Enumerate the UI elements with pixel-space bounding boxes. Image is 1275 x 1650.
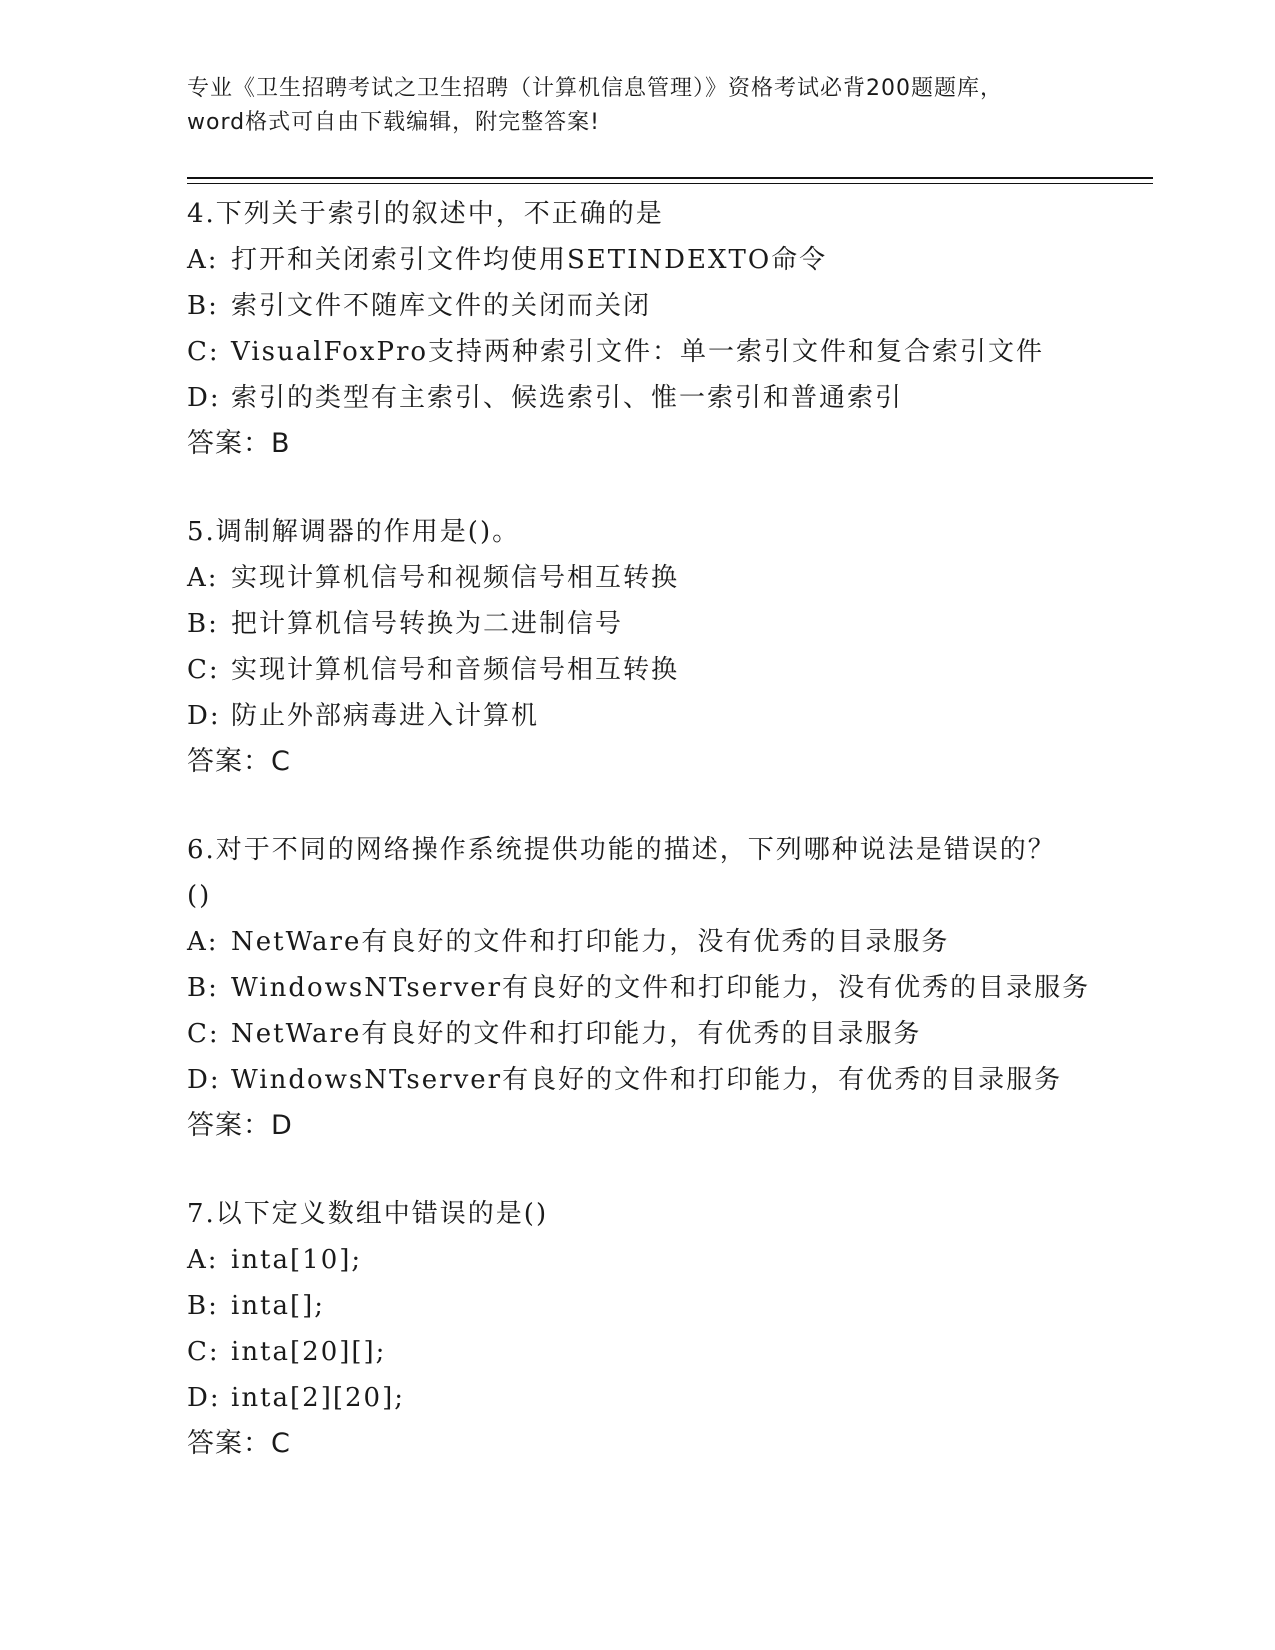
question-5 <box>187 509 1147 785</box>
header-divider-thick <box>187 177 1153 179</box>
option-d <box>187 693 1147 739</box>
question-title: 5.调制解调器的作用是()。 <box>187 517 521 547</box>
option-text: 实现计算机信号和视频信号相互转换 <box>231 563 680 593</box>
option-text: inta[2][20]; <box>231 1383 405 1413</box>
option-text: 打开和关闭索引文件均使用SETINDEXTO命令 <box>231 245 828 275</box>
option-text: NetWare有良好的文件和打印能力，没有优秀的目录服务 <box>231 927 950 957</box>
question-4 <box>187 191 1147 467</box>
option-key: A: <box>187 1245 219 1275</box>
option-text: 把计算机信号转换为二进制信号 <box>231 609 624 639</box>
option-text: WindowsNTserver有良好的文件和打印能力，有优秀的目录服务 <box>231 1065 1063 1095</box>
document-header <box>187 72 1107 140</box>
option-text: NetWare有良好的文件和打印能力，有优秀的目录服务 <box>231 1019 922 1049</box>
header-line-2: word格式可自由下载编辑，附完整答案! <box>187 110 600 135</box>
option-key: C: <box>187 1019 220 1049</box>
question-title: 7.以下定义数组中错误的是() <box>187 1199 549 1229</box>
option-d <box>187 375 1147 421</box>
answer-label: 答案：D <box>187 1110 293 1141</box>
answer-label: 答案：C <box>187 1428 291 1459</box>
question-list <box>187 191 1147 1509</box>
option-text: 索引的类型有主索引、候选索引、惟一索引和普通索引 <box>231 383 904 413</box>
option-text: inta[10]; <box>231 1245 363 1275</box>
option-b <box>187 965 1147 1011</box>
option-text: 防止外部病毒进入计算机 <box>231 701 540 731</box>
option-b <box>187 283 1147 329</box>
option-key: B: <box>187 1291 219 1321</box>
option-key: D: <box>187 1065 221 1095</box>
answer-label: 答案：B <box>187 428 291 459</box>
option-key: A: <box>187 563 219 593</box>
option-key: C: <box>187 337 220 367</box>
option-c <box>187 1011 1147 1057</box>
option-text: inta[20][]; <box>231 1337 387 1367</box>
option-key: D: <box>187 1383 221 1413</box>
option-key: B: <box>187 609 219 639</box>
question-title: 6.对于不同的网络操作系统提供功能的描述，下列哪种说法是错误的？() <box>187 835 1056 911</box>
option-a <box>187 919 1147 965</box>
header-line-1: 专业《卫生招聘考试之卫生招聘（计算机信息管理）》资格考试必背200题题库， <box>187 76 1003 101</box>
option-key: B: <box>187 973 219 1003</box>
header-divider-thin <box>187 183 1153 184</box>
option-key: C: <box>187 655 220 685</box>
option-key: A: <box>187 245 219 275</box>
option-text: WindowsNTserver有良好的文件和打印能力，没有优秀的目录服务 <box>231 973 1091 1003</box>
option-text: VisualFoxPro支持两种索引文件：单一索引文件和复合索引文件 <box>231 337 1045 367</box>
option-c <box>187 647 1147 693</box>
option-c <box>187 329 1147 375</box>
answer-label: 答案：C <box>187 746 291 777</box>
option-key: A: <box>187 927 219 957</box>
option-key: B: <box>187 291 219 321</box>
option-text: inta[]; <box>231 1291 326 1321</box>
option-key: D: <box>187 701 221 731</box>
option-text: 索引文件不随库文件的关闭而关闭 <box>231 291 652 321</box>
option-key: D: <box>187 383 221 413</box>
option-d <box>187 1375 1147 1421</box>
option-a <box>187 1237 1147 1283</box>
option-key: C: <box>187 1337 220 1367</box>
question-7 <box>187 1191 1147 1467</box>
option-b <box>187 601 1147 647</box>
option-a <box>187 237 1147 283</box>
option-text: 实现计算机信号和音频信号相互转换 <box>231 655 680 685</box>
question-title: 4.下列关于索引的叙述中，不正确的是 <box>187 199 664 229</box>
option-b <box>187 1283 1147 1329</box>
question-6 <box>187 827 1147 1149</box>
option-a <box>187 555 1147 601</box>
option-c <box>187 1329 1147 1375</box>
option-d <box>187 1057 1147 1103</box>
